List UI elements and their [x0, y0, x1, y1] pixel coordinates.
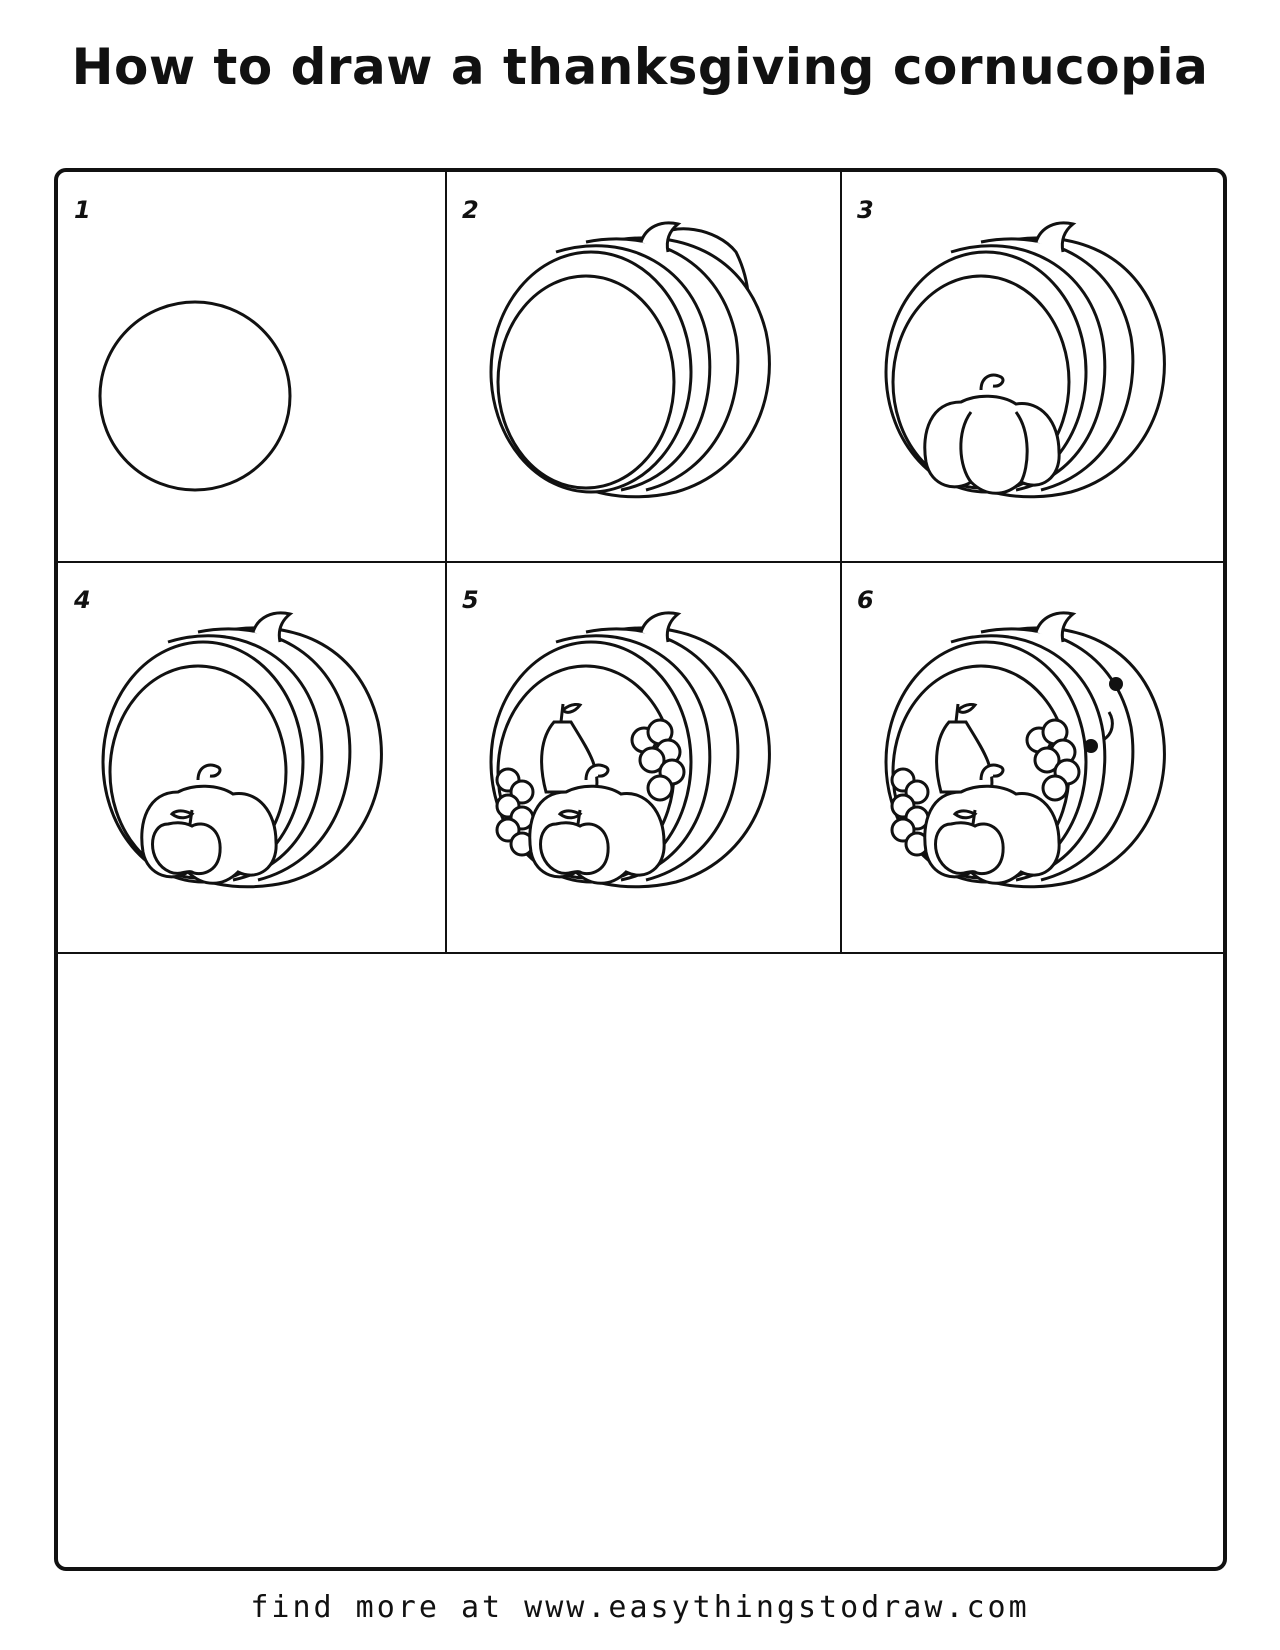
- step-4-horn-pumpkin-apple-drawing: [58, 562, 446, 954]
- step-2-number-label: 2: [462, 196, 479, 224]
- step-5-panel: [446, 562, 841, 954]
- step-grid: [58, 172, 1223, 954]
- grid-divider-horizontal-1: [58, 561, 1223, 563]
- eye-dot-lower: [1084, 739, 1098, 753]
- step-3-number: 3: [857, 196, 874, 224]
- step-1-number: 1: [74, 196, 91, 224]
- step-1-circle-drawing: [58, 172, 446, 562]
- step-3-panel: [841, 172, 1227, 562]
- practice-drawing-area[interactable]: [58, 954, 1223, 1571]
- step-2-panel: [446, 172, 841, 562]
- step-6-number: 6: [857, 586, 874, 614]
- step-6-horn-complete-drawing: [841, 562, 1227, 954]
- step-3-horn-pumpkin-drawing: [841, 172, 1227, 562]
- step-6-panel: [841, 562, 1227, 954]
- eye-dot: [1109, 677, 1123, 691]
- page-title: How to draw a thanksgiving cornucopia: [71, 38, 1209, 96]
- grid-divider-vertical-2: [840, 172, 842, 954]
- step-5-number: 5: [462, 586, 479, 614]
- step-1-panel: [58, 172, 446, 562]
- step-4-panel: [58, 562, 446, 954]
- step-5-horn-fruits-drawing: [446, 562, 841, 954]
- worksheet-frame: [54, 168, 1227, 1571]
- step-4-number: 4: [74, 586, 91, 614]
- grid-divider-vertical-1: [445, 172, 447, 954]
- step-2-horn-drawing: [446, 172, 841, 562]
- footer-website[interactable]: find more at www.easythingstodraw.com: [250, 1590, 1030, 1625]
